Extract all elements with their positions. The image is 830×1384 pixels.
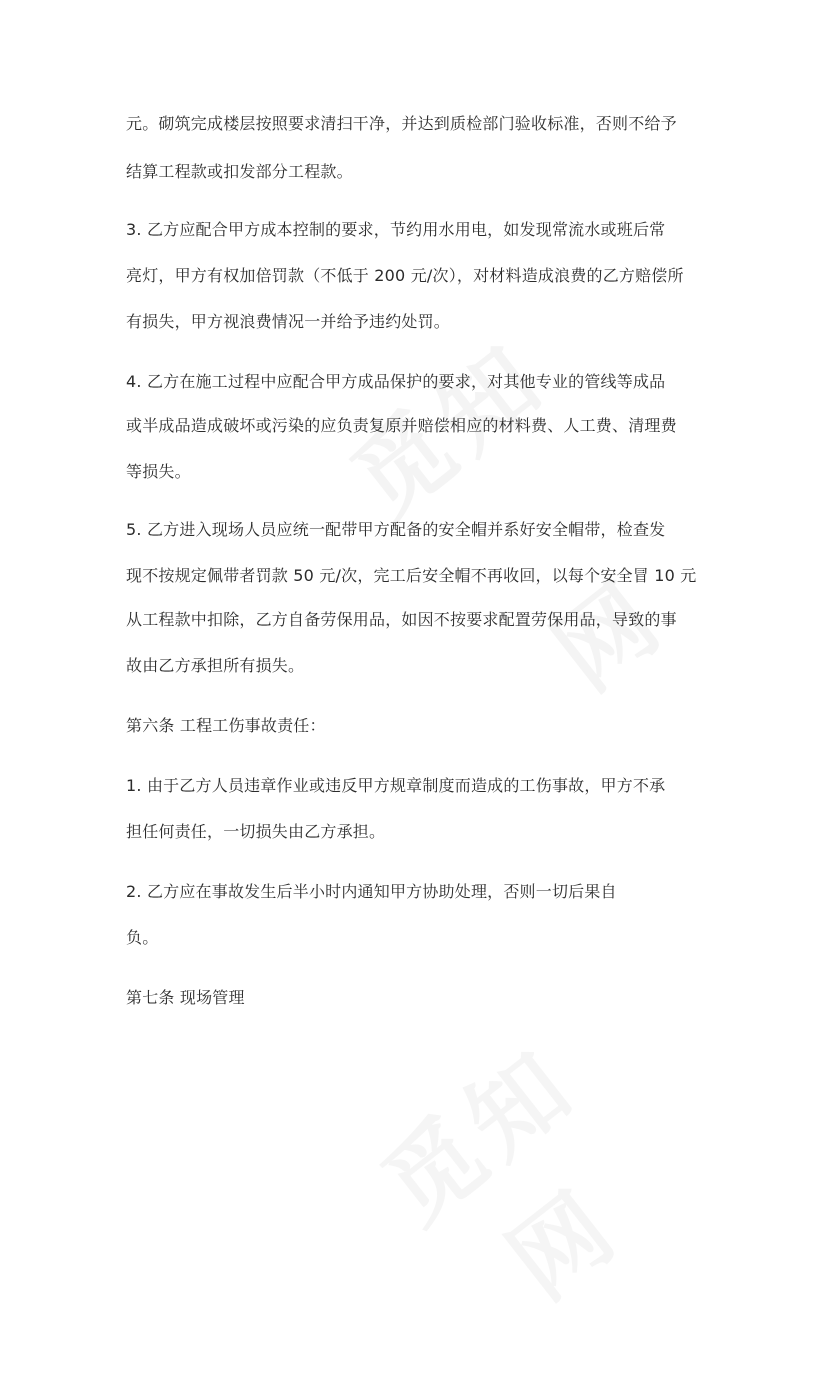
article-6-item-1-line-1: 1. 由于乙方人员违章作业或违反甲方规章制度而造成的工伤事故，甲方不承	[126, 776, 666, 795]
article-6-item-2-line-1: 2. 乙方应在事故发生后半小时内通知甲方协助处理，否则一切后果自	[126, 882, 617, 901]
article-7-heading: 第七条 现场管理	[126, 988, 245, 1007]
body-line-2: 结算工程款或扣发部分工程款。	[126, 162, 353, 181]
clause-5-line-4: 故由乙方承担所有损失。	[126, 656, 305, 675]
article-6-item-1-line-2: 担任何责任，一切损失由乙方承担。	[126, 822, 386, 841]
clause-4-line-2: 或半成品造成破坏或污染的应负责复原并赔偿相应的材料费、人工费、清理费	[126, 416, 677, 435]
clause-3-line-1: 3. 乙方应配合甲方成本控制的要求，节约用水用电，如发现常流水或班后常	[126, 220, 666, 239]
clause-3-line-3: 有损失，甲方视浪费情况一并给予违约处罚。	[126, 312, 451, 331]
article-6-item-2-line-2: 负。	[126, 928, 159, 947]
article-6-heading: 第六条 工程工伤事故责任：	[126, 716, 326, 735]
clause-5-line-2: 现不按规定佩带者罚款 50 元/次，完工后安全帽不再收回，以每个安全冒 10 元	[126, 566, 697, 585]
clause-5-line-3: 从工程款中扣除，乙方自备劳保用品，如因不按要求配置劳保用品，导致的事	[126, 610, 677, 629]
body-line-1: 元。砌筑完成楼层按照要求清扫干净，并达到质检部门验收标准，否则不给予	[126, 114, 677, 133]
clause-4-line-3: 等损失。	[126, 462, 191, 481]
watermark-bottom	[316, 984, 645, 1287]
clause-5-line-1: 5. 乙方进入现场人员应统一配带甲方配备的安全帽并系好安全帽带，检查发	[126, 520, 666, 539]
clause-4-line-1: 4. 乙方在施工过程中应配合甲方成品保护的要求，对其他专业的管线等成品	[126, 372, 666, 391]
clause-3-line-2: 亮灯，甲方有权加倍罚款（不低于 200 元/次），对材料造成浪费的乙方赔偿所	[126, 266, 684, 285]
